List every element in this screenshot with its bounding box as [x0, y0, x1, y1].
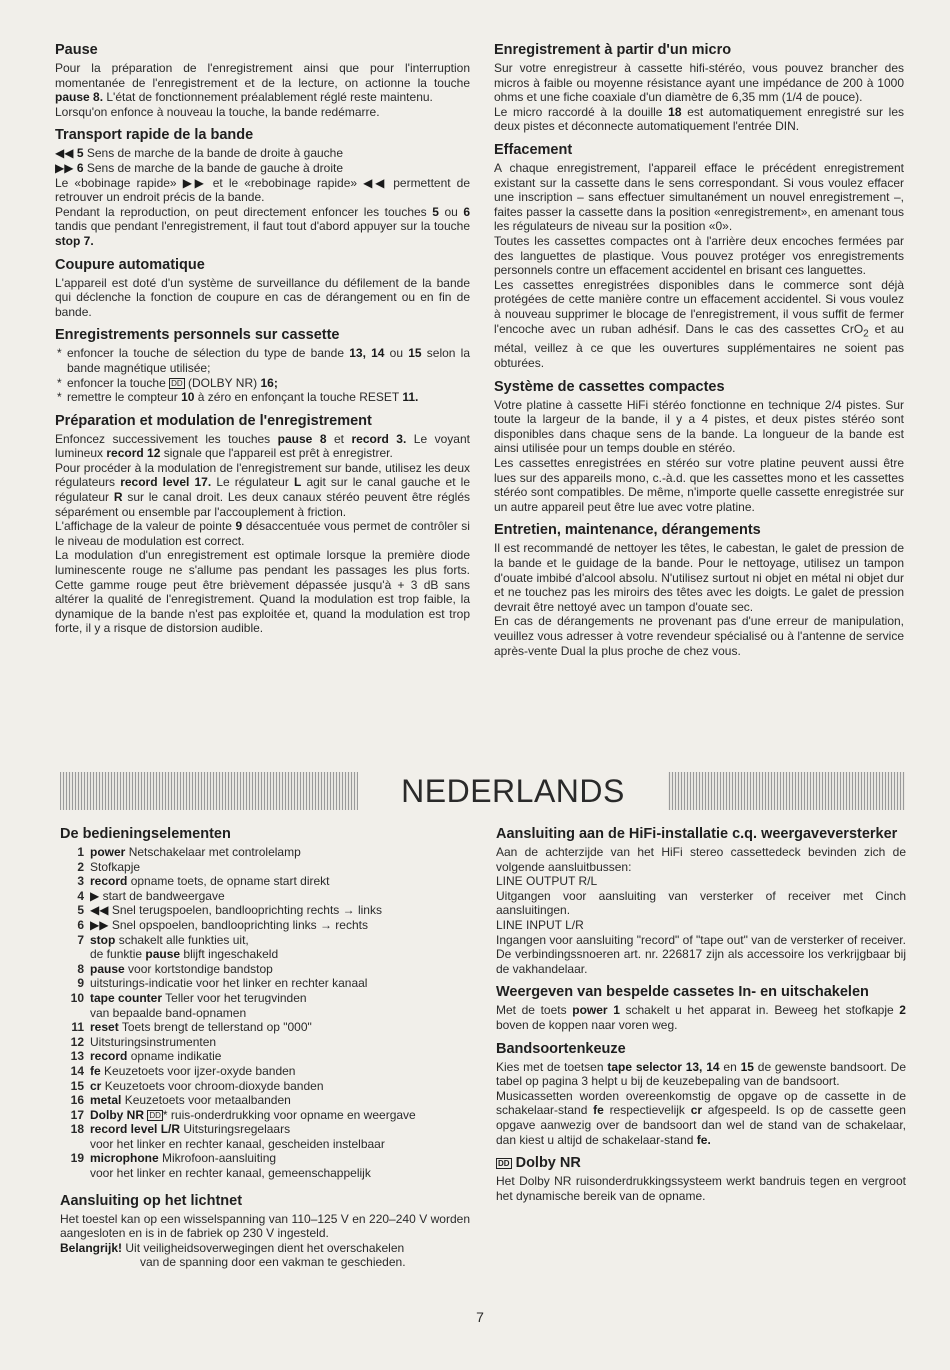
pause-paragraph-1: Pour la préparation de l'enregistrement ainsi que pour l'interruption momentanée de l'enregistrement et de la lecture, on actionne la touche pause 8. L'état de fonctionnement préalablement réglé reste maintenu.: [55, 61, 470, 105]
transport-line-rewind: ◀◀ 5 Sens de marche de la bande de droite à gauche: [55, 146, 344, 161]
dolby-icon: DD: [171, 378, 183, 388]
section-title-systeme: Système de cassettes compactes: [494, 378, 725, 395]
hifi-paragraph-3: Uitgangen voor aansluiting van versterker of receiver met Cinch aansluitingen.: [496, 888, 906, 918]
dolby-icon: DD: [149, 1110, 161, 1120]
section-hifi-aansluiting: [496, 826, 906, 976]
rewind-icon: ◀◀: [363, 175, 388, 190]
section-bediening: [60, 826, 470, 1181]
micro-paragraph-1: Sur votre enregistreur à cassette hifi-stéréo, vous pouvez brancher des micros à faible ou moyenne résistance ayant une impédance de 200 à 1000 ohms et une fiche coaxiale d'un diamètre de 6,35 mm (1/4 de pouce).: [494, 61, 904, 105]
systeme-paragraph-2: Les cassettes enregistrées en stéréo sur votre platine peuvent aussi être lues sur des appareils mono, c.-à.d. que les cassettes mono et les cassettes stéréo sont compatibles. De même, n'importe quelle cassette enregistrée sur un autre appareil peut être lue avec votre platine.: [494, 456, 904, 514]
section-title-bediening: De bedieningselementen: [60, 826, 231, 842]
section-title-entretien: Entretien, maintenance, dérangements: [494, 522, 761, 539]
bandsoort-paragraph-1: Kies met de toetsen tape selector 13, 14 en 15 de gewenste bandsoort. De tabel op pagina 3 helpt u bij de keuzebepaling van de bandsoort.: [496, 1059, 906, 1089]
language-banner: [60, 772, 905, 810]
hifi-paragraph-1: Aan de achterzijde van het HiFi stereo cassettedeck bevinden zich de volgende aansluitbussen:: [496, 845, 906, 874]
control-list-item: 13 record opname indikatie: [70, 1049, 222, 1064]
fast-forward-icon: ▶▶: [55, 160, 74, 175]
control-list-item: 9 uitsturings-indicatie voor het linker en rechter kanaal: [77, 976, 368, 991]
fr-right-column: [494, 42, 904, 666]
section-bandsoortenkeuze: [496, 1041, 906, 1148]
effacement-paragraph-1: A chaque enregistrement, l'appareil efface le précédent enregistrement existant sur la cassette dans le sens correspondant. Si vous voulez effacer une inscription – sans effectuer simultanément un nouvel enregistrement –, faites passer la cassette dans la position «enregistrement», en amenant tous les régulateurs de niveau sur la position «0».: [494, 160, 904, 234]
bandsoort-paragraph-2: Musicassetten worden overeenkomstig de opgave op de cassette in de schakelaar-stand fe respectievelijk cr afgespeeld. Is op de cassette geen opgave aanwezig over de bandsoort dan wel de stand van de schakelaar, dan kiest u altijd de schakelaar-stand fe.: [496, 1088, 906, 1147]
control-list-item: 12 Uitsturingsinstrumenten: [70, 1034, 217, 1049]
section-title-aansluiting-lichtnet: Aansluiting op het lichtnet: [60, 1192, 243, 1209]
section-transport: [55, 127, 470, 248]
section-coupure: [55, 257, 470, 320]
section-pause: [55, 42, 470, 119]
control-list-item: 1 power Netschakelaar met controlelamp: [77, 845, 301, 859]
aansluiting-paragraph-3: van de spanning door een vakman te geschieden.: [140, 1255, 406, 1270]
banner-title: NEDERLANDS: [358, 772, 668, 810]
control-list-item: 11 reset Toets brengt de tellerstand op "000": [71, 1020, 312, 1035]
effacement-paragraph-2: Toutes les cassettes compactes ont à l'arrière deux encoches fermées par des languettes de plastique. Vous pouvez protéger vos enregistrements personnels contre un effacement accidentel en brisant ces languettes.: [494, 233, 904, 278]
preparation-paragraph-2: Pour procéder à la modulation de l'enregistrement sur bande, utilisez les deux régulateurs record level 17. Le régulateur L agit sur le canal gauche et le régulateur R sur le canal droit. Les deux canaux stéréo peuvent être réglés séparément ou ensemble par l'accouplement à friction.: [55, 460, 470, 519]
control-list-item: 10 tape counter Teller voor het terugvinden: [70, 990, 307, 1005]
control-list-item: 3 record opname toets, de opname start direkt: [77, 874, 330, 889]
section-effacement: [494, 142, 904, 371]
bullet-item: * remettre le compteur 10 à zéro en enfonçant la touche RESET 11.: [57, 390, 419, 405]
control-list-continuation: van bepaalde band-opnamen: [90, 1005, 247, 1020]
rewind-icon: ◀◀: [55, 146, 74, 161]
bullet-item: * enfoncer la touche de sélection du type de bande 13, 14 ou 15 selon la bande magnétique utilisée;: [57, 346, 470, 375]
section-title-preparation: Préparation et modulation de l'enregistrement: [55, 412, 372, 429]
section-title-micro: Enregistrement à partir d'un micro: [494, 42, 732, 58]
fast-forward-icon: ▶▶: [182, 175, 207, 190]
systeme-paragraph-1: Votre platine à cassette HiFi stéréo fonctionne en technique 2/4 pistes. Sur toute la largeur de la bande, il y a 4 pistes, et deux pistes stéréo sont disponibles dans chaque sens de la bande. La longueur de la bande est ainsi utilisée pour un temps double en stéréo.: [494, 397, 904, 456]
control-list-item: 18 record level L/R Uitsturingsregelaars: [70, 1122, 291, 1137]
hifi-paragraph-5: Ingangen voor aansluiting "record" of "tape out" van de versterker of receiver.: [496, 932, 906, 947]
control-list-continuation: de funktie pause blijft ingeschakeld: [90, 947, 279, 962]
preparation-paragraph-3: L'affichage de la valeur de pointe 9 désaccentuée vous permet de contrôler si le niveau de modulation est correct.: [55, 519, 470, 548]
control-list-item: 16 metal Keuzetoets voor metaalbanden: [70, 1093, 291, 1108]
nl-left-column: [60, 826, 470, 1278]
aansluiting-paragraph-2: Belangrijk! Uit veiligheidsoverwegingen dient het overschakelen: [60, 1240, 405, 1255]
section-dolby: [496, 1155, 906, 1203]
control-list-continuation: voor het linker en rechter kanaal, gemeenschappelijk: [90, 1166, 371, 1181]
page-number: 7: [476, 1309, 484, 1325]
hifi-line-output: LINE OUTPUT R/L: [496, 874, 598, 889]
preparation-paragraph-1: Enfoncez successivement les touches pause 8 et record 3. Le voyant lumineux record 12 signale que l'appareil est prêt à enregistrer.: [55, 431, 470, 461]
entretien-paragraph-2: En cas de dérangements ne provenant pas d'une erreur de manipulation, veuillez vous adresser à votre revendeur spécialisé ou à l'antenne de service après-vente Dual la plus proche de chez vous.: [494, 614, 904, 658]
hifi-paragraph-6: De verbindingssnoeren art. nr. 226817 zijn als accessoire los verkrijgbaar bij de vakhandelaar.: [496, 947, 906, 976]
section-title-bandsoortenkeuze: Bandsoortenkeuze: [496, 1040, 626, 1057]
control-list-item: 8 pause voor kortstondige bandstop: [77, 961, 273, 976]
control-list-item: 19 microphone Mikrofoon-aansluiting: [70, 1151, 277, 1166]
section-title-weergeven: Weergeven van bespelde cassetes In- en uitschakelen: [496, 984, 869, 1001]
control-list-item: 14 fe Keuzetoets voor ijzer-oxyde banden: [70, 1063, 296, 1078]
pause-paragraph-2: Lorsqu'on enfonce à nouveau la touche, la bande redémarre.: [55, 104, 380, 119]
transport-paragraph-2: Pendant la reproduction, on peut directement enfoncer les touches 5 ou 6 tandis que pendant l'enregistrement, il faut tout d'abord appuyer sur la touche stop 7.: [55, 204, 471, 248]
control-list-item: 4 ▶ start de bandweergave: [77, 888, 225, 903]
section-micro: [494, 42, 904, 134]
section-preparation: [55, 413, 470, 636]
control-list-continuation: voor het linker en rechter kanaal, gescheiden instelbaar: [90, 1136, 385, 1151]
rewind-icon: ◀◀: [90, 903, 109, 918]
micro-paragraph-2: Le micro raccordé à la douille 18 est automatiquement enregistré sur les deux pistes et déconnecte automatiquement l'entrée DIN.: [494, 104, 904, 134]
section-title-pause: Pause: [55, 42, 98, 58]
section-entretien: [494, 522, 904, 658]
bullet-item: * enfoncer la touche DD (DOLBY NR) 16;: [57, 375, 278, 390]
hifi-line-input: LINE INPUT L/R: [496, 917, 584, 932]
section-weergeven: [496, 984, 906, 1032]
control-list-item: 17 Dolby NR DD * ruis-onderdrukking voor opname en weergave: [70, 1107, 416, 1122]
section-enregistrements-personnels: [55, 327, 470, 404]
weergeven-paragraph: Met de toets power 1 schakelt u het apparat in. Beweeg het stofkapje 2 boven de koppen naar voren weg.: [496, 1003, 906, 1032]
control-list-item: 15 cr Keuzetoets voor chroom-dioxyde banden: [70, 1078, 324, 1093]
section-title-enregistrements-personnels: Enregistrements personnels sur cassette: [55, 327, 340, 344]
section-title-hifi-aansluiting: Aansluiting aan de HiFi-installatie c.q. weergaveversterker: [496, 826, 898, 842]
coupure-paragraph: L'appareil est doté d'un système de surveillance du défilement de la bande qui déclenche la fonction de coupure en cas de dérangement ou en fin de bande.: [55, 275, 470, 319]
control-list-item: 6 ▶▶ Snel opspoelen, bandlooprichting links → rechts: [77, 917, 368, 932]
transport-line-forward: ▶▶ 6 Sens de marche de la bande de gauche à droite: [55, 160, 344, 175]
aansluiting-paragraph-1: Het toestel kan op een wisselspanning van 110–125 V en 220–240 V worden aangesloten en is in de fabriek op 230 V ingesteld.: [60, 1211, 470, 1241]
control-list-item: 7 stop schakelt alle funkties uit,: [77, 932, 249, 947]
nl-right-column: [496, 826, 906, 1211]
effacement-paragraph-3: Les cassettes enregistrées disponibles dans le commerce sont déjà protégées de cette manière contre un effacement accidentel. Si vous voulez à nouveau supprimer le blocage de l'enregistrement, il vous suffit de fermer l'encoche avec un ruban adhésif. Dans le cas des cassettes CrO$_2$ et au métal, veillez à ce que les ouvertures supplémentaires ne soient pas obturées.: [494, 277, 904, 371]
section-title-dolby: DD Dolby NR: [498, 1155, 581, 1172]
section-title-effacement: Effacement: [494, 141, 573, 158]
fast-forward-icon: ▶▶: [90, 917, 109, 932]
control-list-item: 2 Stofkapje: [77, 859, 141, 874]
section-systeme: [494, 379, 904, 515]
dolby-icon: DD: [498, 1159, 510, 1169]
play-icon: ▶: [90, 888, 100, 903]
fr-left-column: [55, 42, 470, 644]
entretien-paragraph-1: Il est recommandé de nettoyer les têtes, le cabestan, le galet de pression de la bande et le guidage de la bande. Pour le nettoyage, utilisez un tampon d'ouate imbibé d'alcool absolu. N'utilisez surtout ni objet en métal ni objet dur et ne touchez pas les miroirs des têtes avec les doigts. Le galet de pression devrait être nettoyé avec un tampon d'ouate sec.: [494, 541, 904, 614]
section-title-coupure: Coupure automatique: [55, 256, 205, 273]
section-aansluiting-lichtnet: [60, 1193, 470, 1270]
control-list-item: 5 ◀◀ Snel terugspoelen, bandlooprichting rechts → links: [77, 903, 382, 918]
dolby-paragraph: Het Dolby NR ruisonderdrukkingssysteem werkt bandruis tegen en vergroot het dynamische bereik van de opname.: [496, 1174, 906, 1203]
preparation-paragraph-4: La modulation d'un enregistrement est optimale lorsque la première diode luminescente rouge ne s'allume pas pendant les passages les plus forts. Cette gamme rouge peut être brièvement dépassée jusqu'à + 3 dB sans altérer la qualité de l'enregistrement. Quand la modulation est trop faible, la dynamique de la bande n'est pas exploitée et, quand la modulation est trop forte, il y a risque de distorsion audible.: [55, 548, 470, 636]
transport-paragraph-1: Le «bobinage rapide» ▶▶ et le «rebobinage rapide» ◀◀ permettent de retrouver un endroit précis de la bande.: [55, 175, 471, 205]
section-title-transport: Transport rapide de la bande: [55, 127, 254, 144]
